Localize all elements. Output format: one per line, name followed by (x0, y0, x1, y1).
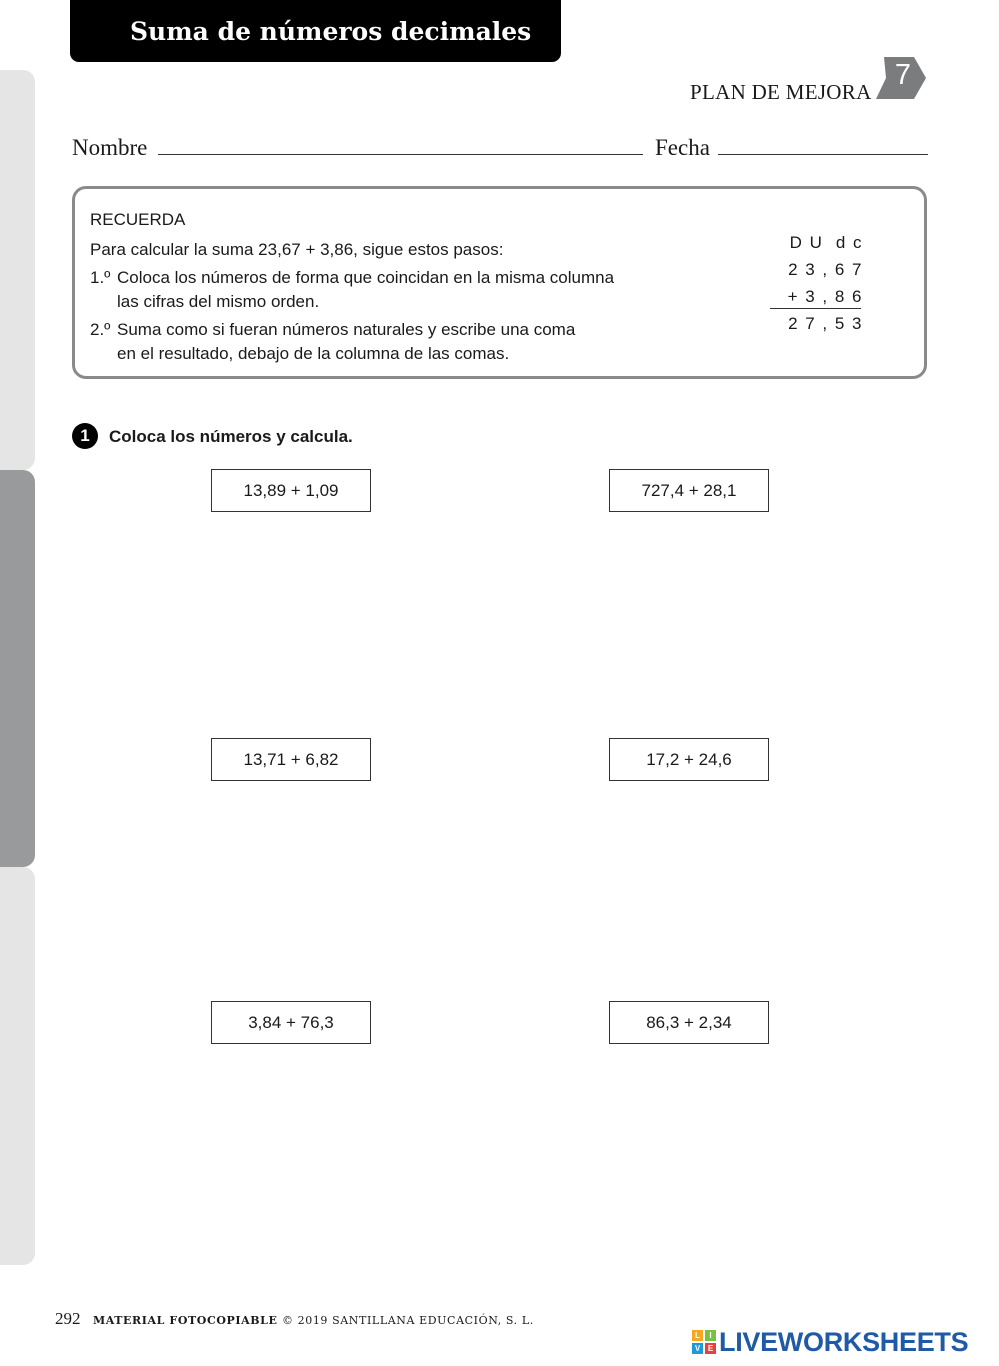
exercise-number-badge: 1 (72, 423, 98, 449)
operation-box: 13,89 + 1,09 (211, 469, 371, 512)
page-number: 292 (55, 1309, 81, 1328)
step-2-line-1: Suma como si fueran números naturales y escribe una coma (117, 320, 576, 339)
side-tab-bottom (0, 867, 35, 1265)
page-title: Suma de números decimales (130, 16, 532, 46)
plan-label: PLAN DE MEJORA (690, 80, 872, 104)
recuerda-box (72, 186, 927, 379)
liveworksheets-text: LIVEWORKSHEETS (719, 1326, 969, 1357)
side-tab-top (0, 70, 35, 470)
logo-square-i: I (705, 1330, 716, 1341)
recuerda-step-2 (90, 318, 575, 366)
side-tab-middle (0, 470, 35, 867)
operation-box: 86,3 + 2,34 (609, 1001, 769, 1044)
copyright-text: © 2019 SANTILLANA EDUCACIÓN, S. L. (281, 1314, 534, 1327)
example-addend-1: 2 3 , 6 7 (788, 260, 863, 279)
liveworksheets-logo[interactable] (692, 1328, 968, 1356)
example-place-values: D U d c (789, 233, 863, 252)
date-label: Fecha (655, 135, 710, 160)
example-addend-2: + 3 , 8 6 (787, 287, 863, 306)
title-banner (70, 0, 561, 62)
operation-box: 13,71 + 6,82 (211, 738, 371, 781)
name-label: Nombre (72, 135, 148, 160)
step-1-number: 1.º (90, 268, 111, 287)
step-2-line-2: en el resultado, debajo de la columna de las comas. (117, 344, 510, 363)
recuerda-title: RECUERDA (90, 210, 186, 229)
operation-box: 3,84 + 76,3 (211, 1001, 371, 1044)
operation-box: 727,4 + 28,1 (609, 469, 769, 512)
logo-square-e: E (705, 1343, 716, 1354)
recuerda-intro: Para calcular la suma 23,67 + 3,86, sigue estos pasos: (90, 240, 504, 259)
example-result: 2 7 , 5 3 (788, 314, 863, 333)
exercise-instruction: Coloca los números y calcula. (109, 427, 353, 446)
step-1-line-2: las cifras del mismo orden. (117, 292, 320, 311)
step-1-line-1: Coloca los números de forma que coincidan en la misma columna (117, 268, 615, 287)
step-2-number: 2.º (90, 320, 111, 339)
recuerda-step-1 (90, 266, 614, 314)
date-field[interactable] (718, 154, 928, 155)
operation-box: 17,2 + 24,6 (609, 738, 769, 781)
logo-square-l: L (692, 1330, 703, 1341)
liveworksheets-squares-icon (692, 1330, 716, 1354)
unit-number: 7 (894, 59, 912, 91)
example-sum-line (770, 308, 861, 309)
logo-square-v: V (692, 1343, 703, 1354)
name-field[interactable] (158, 154, 643, 155)
material-label: MATERIAL FOTOCOPIABLE (92, 1314, 278, 1327)
unit-badge (876, 57, 928, 101)
footer (55, 1309, 534, 1329)
